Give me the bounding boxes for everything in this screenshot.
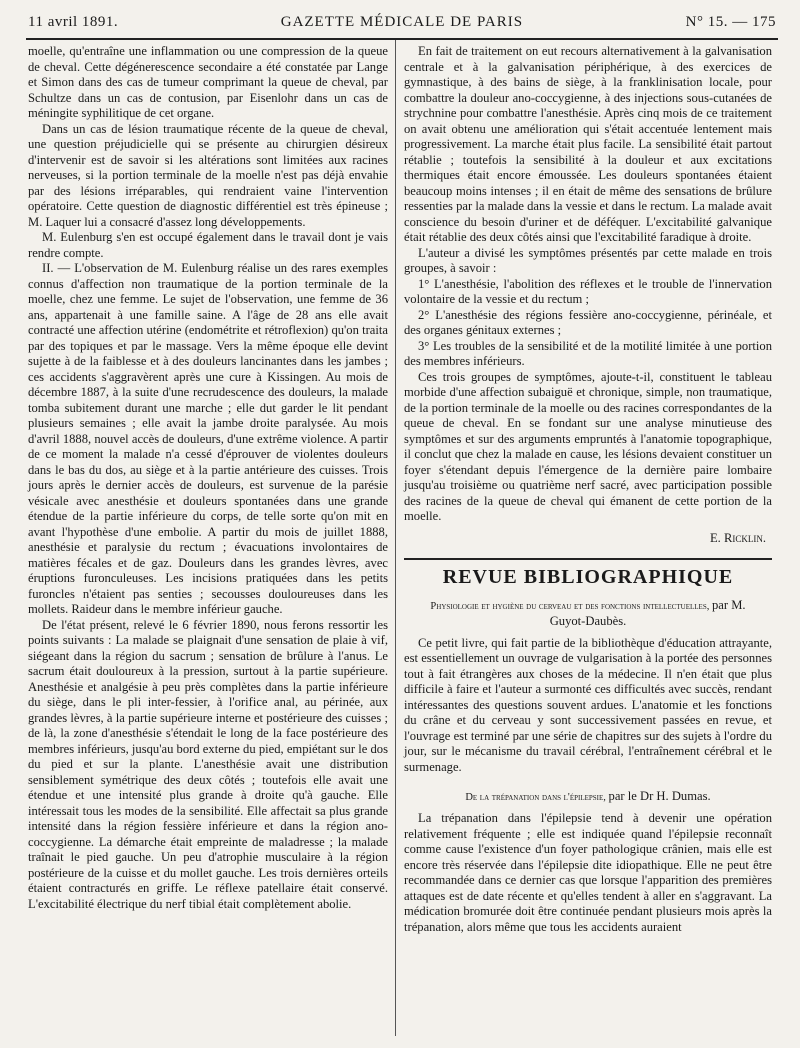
header-rule [26, 38, 778, 40]
paragraph: Ces trois groupes de symptômes, ajoute-t-il, constituent le tableau morbide d'une affection subaiguë et chronique, simple, non traumatique, de la portion terminale de la moelle ou des racines correspondantes de la queue de cheval. En se fondant sur une analyse minutieuse des symptômes et sur des arguments empruntés à l'anatomie topographique, il conclut que chez la malade en cause, les lésions devaient constituer un foyer s'étendant depuis l'émergence de la dernière paire lombaire jusqu'au troisième ou quatrième nerf sacré, avec participation possible des racines de la queue de cheval qui émanent de cette portion de la moelle. [404, 369, 772, 523]
entry-author: par le Dr H. Dumas. [608, 789, 711, 803]
header-date: 11 avril 1891. [28, 14, 119, 30]
entry-title: De la trépanation dans l'épilepsie, [465, 792, 606, 803]
paragraph: Dans un cas de lésion traumatique récente de la queue de cheval, une question préjudicielle qui se présente au chirurgien désireux d'intervenir est de savoir si les altérations sont limitées aux racines nerveuses, si la portion terminale de la moelle n'est pas déjà envahie par des lésions irréparables, qui rendraient vaine l'intervention opératoire. Cette question de diagnostic différentiel est très épineuse ; M. Laquer lui a consacré d'assez long développements. [28, 121, 388, 229]
section-rule [404, 558, 772, 560]
review-entry-heading [412, 789, 764, 805]
paragraph: M. Eulenburg s'en est occupé également dans le travail dont je vais rendre compte. [28, 230, 388, 260]
author-signature: E. Ricklin. [709, 530, 766, 545]
running-header [28, 14, 776, 38]
paragraph: Ce petit livre, qui fait partie de la bibliothèque d'éducation attrayante, est essentiellement un ouvrage de vulgarisation à la portée des personnes tout à fait étrangères aux choses de la médecine. Il n'en était que plus difficile à faire et l'auteur a surmonté ces difficultés avec succès, rendant intéressantes des questions souvent ardues. L'anatomie et les fonctions du crâne et du cerveau y sont successivement passées en revue, et l'ouvrage est terminé par une série de chapitres sur des sujets à l'ordre du jour, sur le mécanisme du travail cérébral, l'entraînement cérébral et le surmenage. [404, 635, 772, 774]
paragraph: La trépanation dans l'épilepsie tend à devenir une opération relativement fréquente ; elle est indiquée quand l'épilepsie reconnaît comme cause l'existence d'un foyer pathologique crânien, mais elle est encore très réservée dans l'épilepsie dite idiopathique. Elle ne peut être recommandée dans ce dernier cas que lorsque l'apparition des premières attaques est de date récente et qu'elles tendent à aller en s'aggravant. La médication bromurée doit être continuée pendant plusieurs mois après la trépanation, alors même que tous les accidents auraient [404, 811, 772, 934]
paragraph: En fait de traitement on eut recours alternativement à la galvanisation centrale et à la galvanisation périphérique, à des exercices de gymnastique, à des bains de siège, à la franklinisation locale, pour combattre la douleur ano-coccygienne, à des injections sous-cutanées de strychnine pour combattre l'anesthésie. Après cinq mois de ce traitement on avait obtenu une amélioration qui s'était accentuée lentement mais progressivement. La marche était plus facile. La sensibilité était partout rétablie ; toutefois la sensibilité à la douleur et aux excitations thermiques était encore émoussée. Les douleurs spontanées étaient beaucoup moins intenses ; il en était de même des sensations de brûlure ressenties par la malade dans la vessie et dans le rectum. La malade avait conscience du besoin d'uriner et de déféquer. L'excitabilité galvanique était rétablie des deux côtés ainsi que l'excitabilité faradique à droite. [404, 44, 772, 244]
list-item: 2° L'anesthésie des régions fessière ano-coccygienne, périnéale, et des organes génitaux externes ; [404, 307, 772, 337]
left-column [28, 44, 388, 912]
paragraph: De l'état présent, relevé le 6 février 1890, nous ferons ressortir les points suivants : La malade se plaignait d'une sensation de plaie à vif, siégeant dans la région du sacrum ; sensation de brûlure à l'anus. Le sacrum était douloureux à la pression, surtout à la partie supérieure. Anesthésie et analgésie à peu près complètes dans la partie inférieure du siège, dans le pli inter-fessier, à l'orifice anal, au périnée, aux grandes lèvres, à la partie supérieure interne et postérieure des cuisses ; de là, la zone d'anesthésie s'étendait le long de la face postérieure des membres inférieurs, jusqu'au bord externe du pied, empiétant sur le dos du pied et sur la plante. L'anesthésie avait une distribution sensiblement symétrique des deux côtés ; toutefois elle avait une étendue et une intensité plus grande à droite qu'à gauche. Elle intéressait tous les modes de la sensibilité. Elle affectait sa plus grande intensité dans la région fessière inférieure et dans la région ano-coccygienne. La démarche était empreinte de maladresse ; la malade traînait le pied gauche. Un peu d'atrophie musculaire à la région postérieure de la cuisse et du mollet gauche. Les trois dernières orteils étaient contracturés en griffe. Le réflexe patellaire était conservé. L'excitabilité électrique du nerf tibial était complètement abolie. [28, 617, 388, 911]
list-item: 3° Les troubles de la sensibilité et de la motilité limitée à une portion des membres inférieurs. [404, 338, 772, 368]
list-item: 1° L'anesthésie, l'abolition des réflexes et le trouble de l'innervation volontaire de la vessie et du rectum ; [404, 276, 772, 306]
entry-author: par M. Guyot-Daubès. [549, 597, 746, 628]
paragraph: moelle, qu'entraîne une inflammation ou une compression de la queue de cheval. Cette dégénerescence secondaire a été constatée par Lange et Simon dans des cas de tumeur comprimant la queue de cheval, par Schultze dans un cas de contusion, par Eisenlohr dans un cas de méningite syphilitique de cet organe. [28, 44, 388, 120]
column-divider [395, 40, 396, 1036]
entry-title: Physiologie et hygiène du cerveau et des fonctions intellectuelles, [430, 600, 710, 612]
header-journal-title: GAZETTE MÉDICALE DE PARIS [280, 14, 524, 30]
paragraph: II. — L'observation de M. Eulenburg réalise un des rares exemples connus d'affection non traumatique de la portion terminale de la moelle, chez une femme. Le sujet de l'observation, une femme de 36 ans, appartenait à une famille saine. A l'âge de 28 ans elle avait contracté une affection utérine (endométrite et rétroflexion) qu'on traita par des topiques et par le massage. Vers la même époque elle devint sujette à de la faiblesse et à des douleurs lancinantes dans les jambes ; ces accidents s'aggravèrent après une cure à Kissingen. Au mois de décembre 1887, à la suite d'une recrudescence des douleurs, la malade tomba subitement durant une marche ; elle dut garder le lit pendant plusieurs semaines ; elle avait la jambe droite paralysée. Au mois d'avril 1888, nouvel accès de douleurs, d'une extrême violence. A partir de ce moment la malade n'a cessé d'éprouver de violentes douleurs dans le bas du dos, au siège et à la partie antérieure des cuisses. Trois jours après le dernier accès de douleurs, est survenue de la parésie vésicale avec anesthésie et douleurs spontanées dans une grande étendue de la partie inférieure du corps, de telle sorte qu'on mit en avant l'hypothèse d'une embolie. A partir du mois de juillet 1888, anesthésie et paralysie du rectum ; évacuations involontaires de matières fécales et de gaz. Douleurs dans les grandes lèvres, avec éruptions furonculeuses. Les incisions pratiquées dans les petits furoncles n'étaient pas senties ; secousses douloureuses dans les mollets. Raideur dans le membre inférieur gauche. [28, 261, 388, 616]
header-issue-page: N° 15. — 175 [685, 14, 776, 30]
right-column [404, 44, 772, 935]
paragraph: L'auteur a divisé les symptômes présentés par cette malade en trois groupes, à savoir : [404, 245, 772, 275]
section-title: REVUE BIBLIOGRAPHIQUE [442, 566, 734, 588]
review-entry-heading [412, 598, 764, 630]
